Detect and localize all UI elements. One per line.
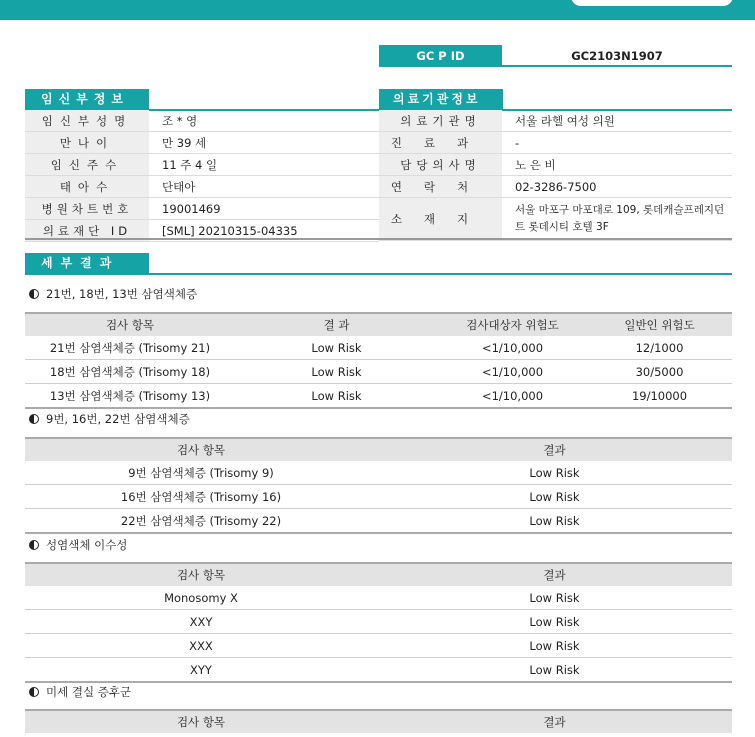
half-circle-icon (29, 687, 39, 697)
clinic-info-title: 의료기관정보 (379, 89, 503, 109)
table-row: 16번 삼염색체증 (Trisomy 16) Low Risk (25, 485, 732, 509)
table-row: XXY Low Risk (25, 610, 732, 634)
detail-results-title: 세부결과 (25, 253, 149, 273)
sex-chromosome-table: 검사 항목 결과 Monosomy X Low Risk XXY Low Risk XXX Low Risk XYY Low Risk (25, 562, 732, 683)
section-title: 미세 결실 증후군 (29, 684, 131, 700)
microdeletion-table: 검사 항목 결과 (25, 709, 732, 733)
top-banner (0, 0, 755, 20)
table-row: 9번 삼염색체증 (Trisomy 9) Low Risk (25, 461, 732, 485)
patient-info-header (25, 89, 379, 109)
gcp-id-value: GC2103N1907 (571, 49, 663, 63)
info-row: 연락처 02-3286-7500 (379, 176, 732, 198)
table-row: 18번 삼염색체증 (Trisomy 18) Low Risk <1/10,000 30/5000 (25, 360, 732, 384)
table-row: XXX Low Risk (25, 634, 732, 658)
info-row: 진료과 - (379, 132, 732, 154)
info-row: 임신부성명 조 * 영 (25, 110, 379, 132)
half-circle-icon (29, 289, 39, 299)
table-row: 13번 삼염색체증 (Trisomy 13) Low Risk <1/10,000 19/10000 (25, 384, 732, 409)
info-row: 태아수 단태아 (25, 176, 379, 198)
header-pill (571, 0, 733, 6)
section-title: 9번, 16번, 22번 삼염색체증 (29, 411, 190, 427)
detail-results-header (25, 253, 732, 273)
info-row: 병원차트번호 19001469 (25, 198, 379, 220)
trisomy-9-16-22-table: 검사 항목 결과 9번 삼염색체증 (Trisomy 9) Low Risk 16번 삼염색체증 (Trisomy 16) Low Risk 22번 삼염색체증 (Trisomy 22) Low Risk (25, 437, 732, 534)
info-row: 만나이 만 39 세 (25, 132, 379, 154)
table-row: 22번 삼염색체증 (Trisomy 22) Low Risk (25, 509, 732, 534)
info-bottom-line (25, 238, 732, 240)
info-row: 소재지 서울 마포구 마포대로 109, 롯데캐슬프레지던트 롯데시티 호텔 3F (379, 198, 732, 241)
half-circle-icon (29, 414, 39, 424)
patient-info-title: 임신부정보 (25, 89, 149, 109)
section-title: 성염색체 이수성 (29, 537, 127, 553)
table-row: 21번 삼염색체증 (Trisomy 21) Low Risk <1/10,000 12/1000 (25, 336, 732, 360)
table-row: Monosomy X Low Risk (25, 586, 732, 610)
info-row: 의료재단 ID [SML] 20210315-04335 (25, 220, 379, 242)
gcp-id-box (379, 45, 732, 67)
info-row: 의료기관명 서울 라헬 여성 의원 (379, 110, 732, 132)
gcp-id-label: GC P ID (379, 45, 502, 67)
clinic-info-header (379, 89, 732, 109)
info-row: 임신주수 11 주 4 일 (25, 154, 379, 176)
section-title: 21번, 18번, 13번 삼염색체증 (29, 286, 197, 302)
trisomy-21-18-13-table: 검사 항목 결 과 검사대상자 위험도 일반인 위험도 21번 삼염색체증 (Trisomy 21) Low Risk <1/10,000 12/1000 18번 삼염색체증 (Trisomy 18) Low Risk <1/10,000 30/5000 13번 삼염색체증 (Trisomy 13) Low Risk <1/10,000 19/10000 (25, 312, 732, 409)
patient-info-table (25, 110, 379, 242)
table-row: XYY Low Risk (25, 658, 732, 683)
info-row: 담당의사명 노 은 비 (379, 154, 732, 176)
clinic-info-table (379, 110, 732, 241)
half-circle-icon (29, 540, 39, 550)
